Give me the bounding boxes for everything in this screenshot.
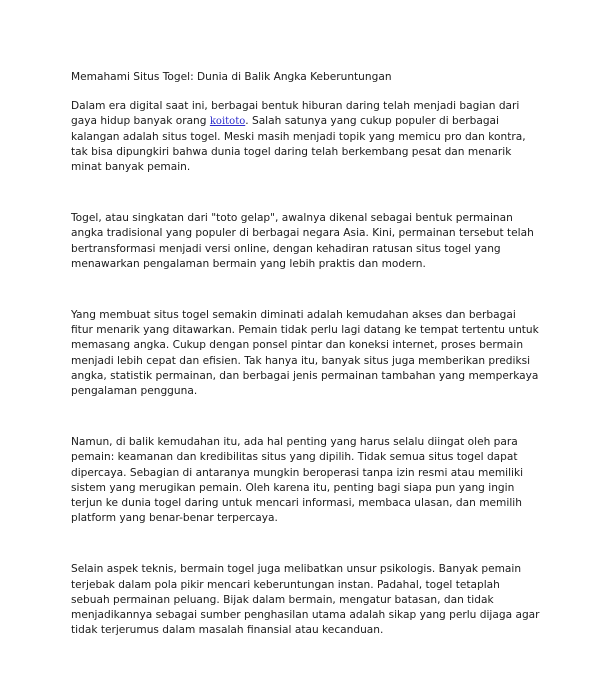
paragraph-2: Togel, atau singkatan dari "toto gelap", awalnya dikenal sebagai bentuk permainan angka tradisional yang populer di berbagai negara Asia. Kini, permainan tersebut telah bertransformasi menjadi versi online, dengan kehadiran ratusan situs togel yang menawarkan pengalaman bermain yang lebih praktis dan modern. (71, 212, 534, 270)
document-title: Memahami Situs Togel: Dunia di Balik Angka Keberuntungan (71, 71, 392, 83)
paragraph-intro (71, 99, 541, 175)
koitoto-link[interactable]: koitoto (209, 116, 246, 128)
document-body (71, 70, 541, 674)
paragraph-3: Yang membuat situs togel semakin diminati adalah kemudahan akses dan berbagai fitur menarik yang ditawarkan. Pemain tidak perlu lagi datang ke tempat tertentu untuk memasang angka. Cukup dengan ponsel pintar dan koneksi internet, proses bermain menjadi lebih cepat dan efisien. Tak hanya itu, banyak situs juga memberikan prediksi angka, statistik permainan, dan berbagai jenis permainan tambahan yang memperkaya pengalaman pengguna. (71, 309, 539, 398)
paragraph-4: Namun, di balik kemudahan itu, ada hal penting yang harus selalu diingat oleh para pemain: keamanan dan kredibilitas situs yang dipilih. Tidak semua situs togel dapat dipercaya. Sebagian di antaranya mungkin beroperasi tanpa izin resmi atau memiliki sistem yang merugikan pemain. Oleh karena itu, penting bagi siapa pun yang ingin terjun ke dunia togel daring untuk mencari informasi, membaca ulasan, dan memilih platform yang benar-benar terpercaya. (71, 436, 524, 525)
paragraph-5: Selain aspek teknis, bermain togel juga melibatkan unsur psikologis. Banyak pemain terjebak dalam pola pikir mencari keberuntungan instan. Padahal, togel tetaplah sebuah permainan peluang. Bijak dalam bermain, mengatur batasan, dan tidak menjadikannya sebagai sumber penghasilan utama adalah sikap yang perlu dijaga agar tidak terjerumus dalam masalah finansial atau kecanduan. (71, 563, 540, 637)
paragraph-intro-text-start: Dalam era digital saat ini, berbagai bentuk hiburan daring telah menjadi bagian dari gaya hidup banyak orang (71, 100, 520, 128)
paragraph-intro-text-end: . Salah satunya yang cukup populer di berbagai kalangan adalah situs togel. Meski masih menjadi topik yang memicu pro dan kontra, tak bisa dipungkiri bahwa dunia togel daring telah berkembang pesat dan menarik minat banyak pemain. (71, 115, 526, 174)
